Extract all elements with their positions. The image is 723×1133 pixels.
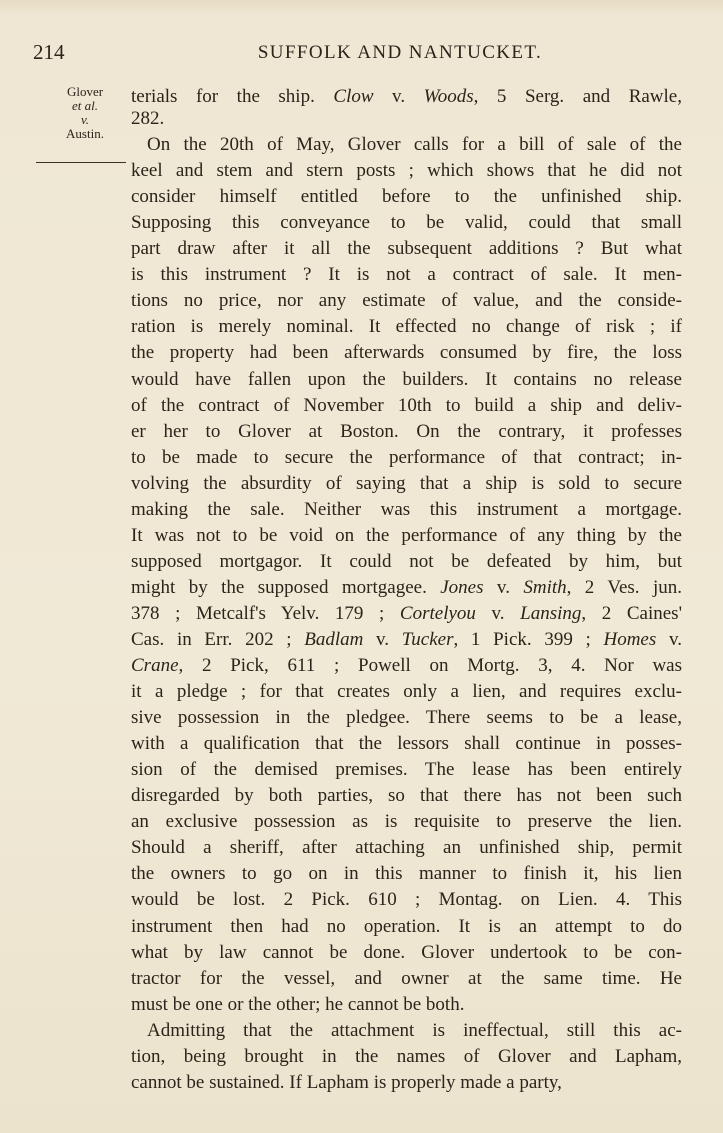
case-name: Lansing [520,602,582,624]
text-segment: would have fallen upon the builders. It contains no release [131,368,682,390]
text-segment: is this instrument ? It is not a contract of sale. It men- [131,264,682,286]
text-line [131,966,682,992]
text-segment: making the sale. Neither was this instrument a mortgage. [131,498,682,520]
text-segment: On the 20th of May, Glover calls for a bill of sale of the [147,134,682,156]
text-line [131,1018,682,1044]
text-line [131,601,682,627]
text-segment: v. [483,576,524,598]
text-segment: with a qualification that the lessors shall continue in posses- [131,733,682,755]
text-segment: cannot be sustained. If Lapham is properly made a party, [131,1071,562,1093]
text-line [131,1044,682,1070]
text-segment: what by law cannot be done. Glover undertook to be con- [131,941,682,963]
case-name: Tucker [401,628,454,650]
text-segment: Should a sheriff, after attaching an unfinished ship, permit [131,837,682,859]
text-segment: , 5 Serg. and Rawle, [473,86,682,107]
text-segment: an exclusive possession as is requisite to preserve the lien. [131,811,682,833]
case-name: Cortelyou [399,602,476,624]
text-line [131,914,682,940]
case-name: Homes [603,628,657,650]
text-line [131,575,682,601]
text-line [131,731,682,757]
text-segment: part draw after it all the subsequent additions ? But what [131,238,682,260]
text-line [131,861,682,887]
text-segment: , 2 Caines' [581,602,682,624]
text-segment: instrument then had no operation. It is an attempt to do [131,915,682,937]
case-name: Badlam [304,628,364,650]
text-segment: 282. [131,108,165,130]
text-segment: ration is merely nominal. It effected no change of risk ; if [131,316,682,338]
text-line [131,940,682,966]
text-line [131,705,682,731]
text-line [131,887,682,913]
text-segment: terials for the ship. [131,86,334,107]
text-line [131,679,682,705]
text-segment: the property had been afterwards consumed by fire, the loss [131,342,682,364]
body-text [131,84,682,1096]
text-segment: er her to Glover at Boston. On the contrary, it professes [131,420,682,442]
text-segment: v. [475,602,521,624]
text-line [131,393,682,419]
text-segment: sive possession in the pledgee. There seems to be a lease, [131,707,682,729]
case-name: Smith [523,576,567,598]
text-line [131,158,682,184]
text-line [131,471,682,497]
text-segment: v. [656,628,682,650]
text-segment: the owners to go on in this manner to finish it, his lien [131,863,682,885]
case-name: Crane [131,655,179,677]
text-segment: tractor for the vessel, and owner at the same time. He [131,967,682,989]
text-line [131,367,682,393]
text-line [131,627,682,653]
text-segment: tions no price, nor any estimate of value, and the conside- [131,290,682,312]
text-line [131,809,682,835]
case-sidenote [40,85,130,141]
text-segment: , 2 Ves. jun. [566,576,682,598]
text-line [131,497,682,523]
sidenote-defendant: Austin. [66,126,104,141]
text-segment: v. [363,628,402,650]
text-line [131,523,682,549]
text-segment: Cas. in Err. 202 ; [131,628,305,650]
text-line [131,132,682,158]
text-line [131,210,682,236]
text-segment: , 1 Pick. 399 ; [453,628,604,650]
text-line [131,262,682,288]
text-segment: keel and stem and stern posts ; which shows that he did not [131,160,682,182]
text-segment: would be lost. 2 Pick. 610 ; Montag. on Lien. 4. This [131,889,682,911]
text-line [131,835,682,861]
text-line [131,314,682,340]
text-line [131,653,682,679]
sidenote-versus: v. [80,112,90,127]
text-line [131,445,682,471]
text-segment: Admitting that the attachment is ineffectual, still this ac- [147,1019,682,1041]
text-segment: supposed mortgagor. It could not be defeated by him, but [131,550,682,572]
text-segment: Supposing this conveyance to be valid, could that small [131,212,682,234]
sidenote-party: Glover [66,84,104,99]
text-segment: , 2 Pick, 611 ; Powell on Mortg. 3, 4. Nor was [178,655,682,677]
text-segment: must be one or the other; he cannot be both. [131,993,465,1015]
text-segment: 378 ; Metcalf's Yelv. 179 ; [131,602,400,624]
case-name: Clow [333,86,374,107]
running-title: SUFFOLK AND NANTUCKET. [257,42,543,63]
text-segment: volving the absurdity of saying that a ship is sold to secure [131,472,682,494]
sidenote-et-al: et al. [72,98,98,113]
case-name: Woods [423,86,474,107]
text-segment: to be made to secure the performance of that contract; in- [131,446,682,468]
text-segment: tion, being brought in the names of Glover and Lapham, [131,1045,682,1067]
text-line [131,549,682,575]
text-line [131,757,682,783]
text-segment: disregarded by both parties, so that there has not been such [131,785,682,807]
text-segment: it a pledge ; for that creates only a lien, and requires exclu- [131,681,682,703]
text-line [131,184,682,210]
text-line [131,419,682,445]
text-line [131,1070,682,1096]
text-segment: It was not to be void on the performance of any thing by the [131,524,682,546]
text-segment: sion of the demised premises. The lease has been entirely [131,759,682,781]
sidenote-rule [36,162,126,163]
text-line [131,783,682,809]
text-segment: v. [373,86,424,107]
text-line [131,992,682,1018]
text-line [131,288,682,314]
text-segment: of the contract of November 10th to build a ship and deliv- [131,394,682,416]
text-line [131,340,682,366]
text-line [131,84,682,110]
text-segment: might by the supposed mortgagee. [131,576,441,598]
text-segment: consider himself entitled before to the unfinished ship. [131,186,682,208]
text-line [131,236,682,262]
page-number: 214 [33,40,65,64]
case-name: Jones [440,576,484,598]
